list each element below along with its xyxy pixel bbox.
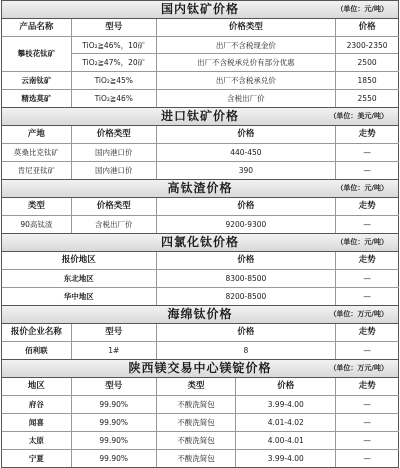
table-row (1, 342, 399, 360)
col-header-price: 价格 (236, 378, 336, 395)
trend-value: — (336, 396, 399, 413)
price-sheet (1, 0, 399, 468)
domestic-title: 国内钛矿价格 (160, 2, 239, 16)
price-value: 2300-2350 (336, 37, 398, 54)
col-header-model: 型号 (72, 19, 157, 36)
price-value: 8300-8500 (157, 270, 337, 287)
ticl4-header-row (1, 252, 399, 270)
domestic-section-title (1, 1, 399, 19)
table-row (1, 72, 399, 90)
imported-header-row (1, 126, 399, 144)
trend-value: — (336, 450, 399, 467)
price-type-value: 国内港口价 (72, 144, 157, 161)
model-value: TiO₂≧46% (72, 90, 157, 107)
table-row (1, 450, 399, 468)
region-value: 东北地区 (2, 270, 157, 287)
model-cell (72, 37, 157, 71)
table-row (1, 396, 399, 414)
col-header-price: 价格 (157, 198, 337, 215)
price-value: 8200-8500 (157, 288, 337, 305)
sponge-section-title (1, 306, 399, 324)
col-header-price: 价格 (157, 126, 337, 143)
trend-value: — (336, 162, 399, 179)
col-header-origin: 产地 (2, 126, 72, 143)
region-value: 闻喜 (2, 414, 72, 431)
price-value: 4.01-4.02 (236, 414, 336, 431)
price-value: 2500 (357, 58, 377, 67)
trend-value: — (336, 414, 399, 431)
model-value: 99.90% (72, 432, 157, 449)
kind-value: 不酸洗简包 (157, 396, 237, 413)
price-value: 2550 (336, 90, 399, 107)
magnesium-header-row (1, 378, 399, 396)
col-header-product: 产品名称 (2, 19, 72, 36)
ticl4-unit: （单位：元/吨） (336, 238, 388, 246)
table-row (1, 90, 399, 108)
sponge-unit: （单位：万元/吨） (329, 310, 388, 318)
imported-section-title (1, 108, 399, 126)
slag-section-title (1, 180, 399, 198)
trend-value: — (336, 216, 399, 233)
price-type-value: 出厂不含税承兑价 (157, 72, 337, 89)
kind-value: 不酸洗简包 (157, 432, 237, 449)
model-value: TiO₂≧46%，10矿 (72, 37, 156, 54)
table-row (1, 432, 399, 450)
kind-value: 90高钛渣 (2, 216, 72, 233)
region-value: 太原 (2, 432, 72, 449)
price-value: 390 (157, 162, 337, 179)
table-row (1, 216, 399, 234)
price-value: 440-450 (157, 144, 337, 161)
kind-value: 不酸洗简包 (157, 414, 237, 431)
col-header-kind: 类型 (2, 198, 72, 215)
origin-value: 肯尼亚钛矿 (2, 162, 72, 179)
col-header-price-type: 价格类型 (157, 19, 337, 36)
company-value: 佰利联 (2, 342, 72, 359)
trend-value: — (336, 342, 399, 359)
col-header-region: 地区 (2, 378, 72, 395)
trend-value: — (336, 288, 399, 305)
model-value: 99.90% (72, 396, 157, 413)
product-name: 精选莫矿 (2, 90, 72, 107)
model-value: 1# (72, 342, 157, 359)
magnesium-title: 陕西镁交易中心镁锭价格 (128, 361, 272, 375)
region-value: 府谷 (2, 396, 72, 413)
table-row (1, 162, 399, 180)
price-value: 3.99-4.00 (236, 396, 336, 413)
price-type-value: 含税出厂价 (157, 90, 337, 107)
price-cell (336, 37, 399, 71)
col-header-trend: 走势 (336, 198, 399, 215)
col-header-company: 报价企业名称 (2, 324, 72, 341)
price-value: 4.00-4.01 (236, 432, 336, 449)
imported-unit: （单位：美元/吨） (329, 112, 388, 120)
col-header-price-type: 价格类型 (72, 126, 157, 143)
slag-header-row (1, 198, 399, 216)
kind-value: 不酸洗简包 (157, 450, 237, 467)
magnesium-unit: （单位：万元/吨） (329, 364, 388, 372)
price-type-value: 含税出厂价 (72, 216, 157, 233)
trend-value: — (336, 144, 399, 161)
trend-value: — (336, 270, 399, 287)
col-header-trend: 走势 (336, 378, 399, 395)
table-row (1, 288, 399, 306)
imported-title: 进口钛矿价格 (160, 109, 239, 123)
price-type-cell (157, 37, 337, 71)
price-value: 1850 (336, 72, 399, 89)
col-header-kind: 类型 (157, 378, 237, 395)
col-header-model: 型号 (72, 378, 157, 395)
col-header-price: 价格 (336, 19, 399, 36)
col-header-trend: 走势 (336, 126, 399, 143)
model-value: TiO₂≧47%，20矿 (82, 58, 146, 67)
ticl4-title: 四氯化钛价格 (160, 235, 239, 249)
slag-unit: （单位：元/吨） (336, 184, 388, 192)
ticl4-section-title (1, 234, 399, 252)
price-type-value: 国内港口价 (72, 162, 157, 179)
product-name: 攀枝花钛矿 (2, 37, 72, 71)
origin-value: 莫桑比克钛矿 (2, 144, 72, 161)
col-header-trend: 走势 (336, 324, 399, 341)
region-value: 宁夏 (2, 450, 72, 467)
sponge-title: 海绵钛价格 (167, 307, 233, 321)
col-header-model: 型号 (72, 324, 157, 341)
region-value: 华中地区 (2, 288, 157, 305)
col-header-price: 价格 (157, 324, 337, 341)
table-row (1, 270, 399, 288)
model-value: 99.90% (72, 414, 157, 431)
price-type-value: 出厂不含税现金价 (157, 37, 336, 54)
sponge-header-row (1, 324, 399, 342)
domestic-header-row (1, 19, 399, 37)
price-value: 9200-9300 (157, 216, 337, 233)
col-header-price: 价格 (157, 252, 337, 269)
price-value: 3.99-4.00 (236, 450, 336, 467)
slag-title: 高钛渣价格 (167, 181, 233, 195)
product-name: 云南钛矿 (2, 72, 72, 89)
col-header-trend: 走势 (336, 252, 399, 269)
price-type-value: 出厂不含税承兑价有部分优惠 (197, 58, 295, 67)
domestic-unit: （单位：元/吨） (336, 5, 388, 13)
trend-value: — (336, 432, 399, 449)
col-header-price-type: 价格类型 (72, 198, 157, 215)
col-header-region: 报价地区 (2, 252, 157, 269)
magnesium-section-title (1, 360, 399, 378)
price-value: 8 (157, 342, 337, 359)
model-value: 99.90% (72, 450, 157, 467)
table-row (1, 144, 399, 162)
domestic-panzhihua-row (1, 37, 399, 72)
model-value: TiO₂≧45% (72, 72, 157, 89)
table-row (1, 414, 399, 432)
